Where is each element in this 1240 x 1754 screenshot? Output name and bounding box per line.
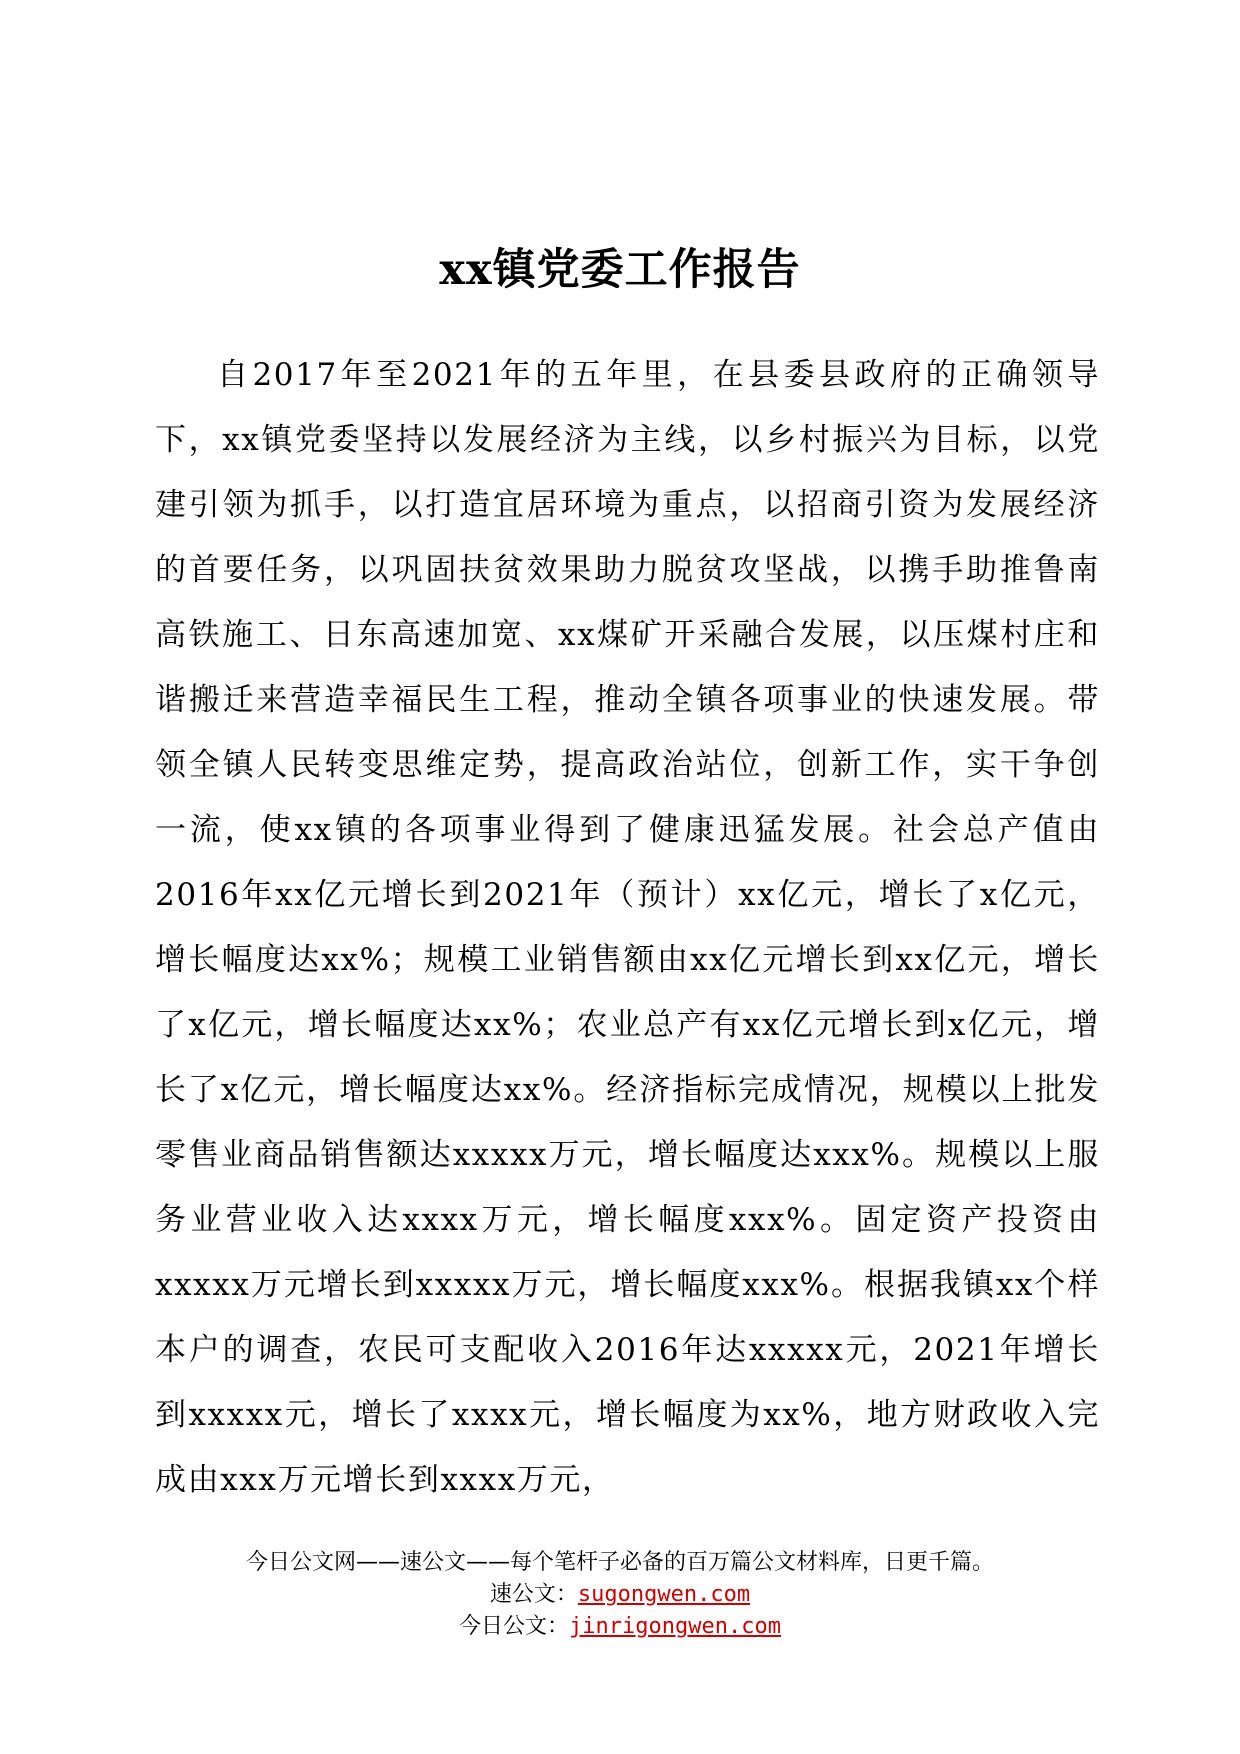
footer-jinrigongwen-line [0, 1611, 1240, 1643]
footer-sugongwen-line [0, 1579, 1240, 1611]
document-title: xx镇党委工作报告 [439, 245, 801, 295]
body-paragraph: 自2017年至2021年的五年里，在县委县政府的正确领导下，xx镇党委坚持以发展经济为主线，以乡村振兴为目标，以党建引领为抓手，以打造宜居环境为重点，以招商引资为发展经济的首要任务，以巩固扶贫效果助力脱贫攻坚战，以携手助推鲁南高铁施工、日东高速加宽、xx煤矿开采融合发展，以压煤村庄和谐搬迁来营造幸福民生工程，推动全镇各项事业的快速发展。带领全镇人民转变思维定势，提高政治站位，创新工作，实干争创一流，使xx镇的各项事业得到了健康迅猛发展。社会总产值由2016年xx亿元增长到2021年（预计）xx亿元，增长了x亿元，增长幅度达xx%；规模工业销售额由xx亿元增长到xx亿元，增长了x亿元，增长幅度达xx%；农业总产有xx亿元增长到x亿元，增长了x亿元，增长幅度达xx%。经济指标完成情况，规模以上批发零售业商品销售额达xxxxx万元，增长幅度达xxx%。规模以上服务业营业收入达xxxx万元，增长幅度xxx%。固定资产投资由xxxxx万元增长到xxxxx万元，增长幅度xxx%。根据我镇xx个样本户的调查，农民可支配收入2016年达xxxxx元，2021年增长到xxxxx元，增长了xxxx元，增长幅度为xx%，地方财政收入完成由xxx万元增长到xxxx万元， [155, 357, 1100, 1498]
footer-sugongwen-label: 速公文： [489, 1582, 578, 1607]
sugongwen-link[interactable]: sugongwen.com [577, 1582, 751, 1607]
footer-jinrigongwen-label: 今日公文： [459, 1614, 570, 1639]
jinrigongwen-link[interactable]: jinrigongwen.com [569, 1614, 781, 1639]
footer-slogan: 今日公文网——速公文——每个笔杆子必备的百万篇公文材料库，日更千篇。 [245, 1550, 994, 1575]
